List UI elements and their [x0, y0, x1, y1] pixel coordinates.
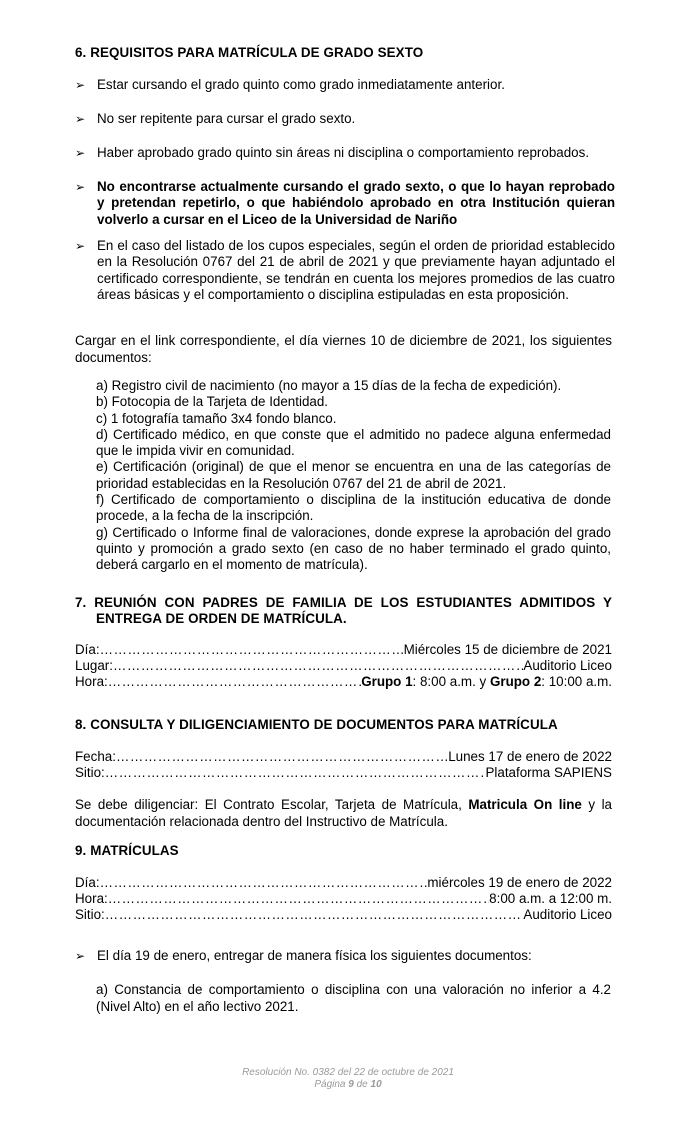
list-item: ➢ No ser repitente para cursar el grado sexto. [75, 111, 356, 126]
arrow-bullet-icon: ➢ [75, 146, 86, 160]
list-item: ➢ Estar cursando el grado quinto como grado inmediatamente anterior. [75, 77, 505, 92]
enrollment-day-row: Día: ………………………………………………………………………………………………………………………………………………………… miércoles 19 de enero de 2022 [75, 874, 612, 891]
list-item: a) Registro civil de nacimiento (no mayor a 15 días de la fecha de expedición). [96, 378, 562, 393]
consult-date-row: Fecha: ………………………………………………………………………………………………………………………………………………………… Lunes 17 de enero de 2022 [75, 748, 612, 765]
documents-intro: Cargar en el link correspondiente, el día viernes 10 de diciembre de 2021, los siguientes documentos: [75, 333, 612, 365]
arrow-bullet-icon: ➢ [75, 949, 86, 963]
meeting-place-row: Lugar: ………………………………………………………………………………………………………………………………………………………… Auditorio Liceo [75, 657, 612, 674]
enrollment-time-row: Hora: ………………………………………………………………………………………………………………………………………………………… 8:00 a.m. a 12:00 m. [75, 890, 612, 907]
list-item: ➢ Haber aprobado grado quinto sin áreas ni disciplina o comportamiento reprobados. [75, 145, 590, 160]
list-item: a) Constancia de comportamiento o disciplina con una valoración no inferior a 4.2 (Nivel Alto) en el año lectivo 2021. [96, 982, 611, 1014]
list-item: d) Certificado médico, en que conste que el admitido no padece alguna enfermedad que le impida vivir en comunidad. [96, 426, 611, 459]
list-item: ➢ El día 19 de enero, entregar de manera física los siguientes documentos: [75, 948, 532, 963]
footer-page-number: Página 9 de 10 [314, 1079, 382, 1090]
consult-site-row: Sitio: ………………………………………………………………………………………………………………………………………………………… Plataforma SAPIENS [75, 764, 612, 781]
list-item: g) Certificado o Informe final de valoraciones, donde exprese la aprobación del grado quinto y promoción a grado sexto (en caso de no haber terminado el grado quinto, deberá cargarlo en el momento de matrícula). [96, 524, 611, 573]
section-7-title-line1: 7. REUNIÓN CON PADRES DE FAMILIA DE LOS ESTUDIANTES ADMITIDOS Y [75, 595, 612, 610]
list-item: ➢ En el caso del listado de los cupos especiales, según el orden de prioridad establecido en la Resolución 0767 del 21 de abril de 2021 y que previamente hayan adjuntado el certificado correspondiente, se tendrán en cuenta los mejores promedios de las cuatro áreas básicas y el comportamiento o disciplina estipuladas en esta proposición. [75, 238, 615, 303]
list-item: ➢ No encontrarse actualmente cursando el grado sexto, o que lo hayan reprobado y pretendan repetirlo, o que habiéndolo aprobado en otra Institución quieran volverlo a cursar en el Liceo de la Universidad de Nariño [75, 179, 615, 227]
documents-list [96, 378, 611, 574]
list-item: e) Certificación (original) de que el menor se encuentra en una de las categorías de prioridad establecidas en la Resolución 0767 del 21 de abril de 2021. [96, 459, 611, 491]
list-item: c) 1 fotografía tamaño 3x4 fondo blanco. [96, 410, 337, 426]
section-6-title: 6. REQUISITOS PARA MATRÍCULA DE GRADO SEXTO [75, 45, 424, 60]
arrow-bullet-icon: ➢ [75, 112, 86, 126]
meeting-time-row: Hora: ………………………………………………………………………………………………………………………………………………………… Grupo 1: 8:00 a.m. y Grupo 2: 10:00 a.m. [75, 673, 612, 690]
arrow-bullet-icon: ➢ [75, 180, 86, 194]
footer-resolution: Resolución No. 0382 del 22 de octubre de 2021 [242, 1067, 454, 1078]
arrow-bullet-icon: ➢ [75, 239, 86, 253]
enrollment-site-row: Sitio: ………………………………………………………………………………………………………………………………………………………… Auditorio Liceo [75, 906, 612, 923]
meeting-day-row: Día: ………………………………………………………………………………………………………………………………………………………… Miércoles 15 de diciembre de 2021 [75, 641, 612, 658]
section-7-title-line2: ENTREGA DE ORDEN DE MATRÍCULA. [96, 611, 347, 626]
list-item: f) Certificado de comportamiento o disciplina de la institución educativa de donde procede, a la fecha de la inscripción. [96, 492, 611, 524]
consult-paragraph: Se debe diligenciar: El Contrato Escolar, Tarjeta de Matrícula, Matricula On line y la documentación relacionada dentro del Instructivo de Matrícula. [75, 797, 612, 829]
section-8-title: 8. CONSULTA Y DILIGENCIAMIENTO DE DOCUMENTOS PARA MATRÍCULA [75, 717, 558, 732]
arrow-bullet-icon: ➢ [75, 78, 86, 92]
section-9-title: 9. MATRÍCULAS [75, 843, 179, 858]
enrollment-documents-list [96, 981, 611, 1015]
list-item: b) Fotocopia de la Tarjeta de Identidad. [96, 394, 329, 410]
